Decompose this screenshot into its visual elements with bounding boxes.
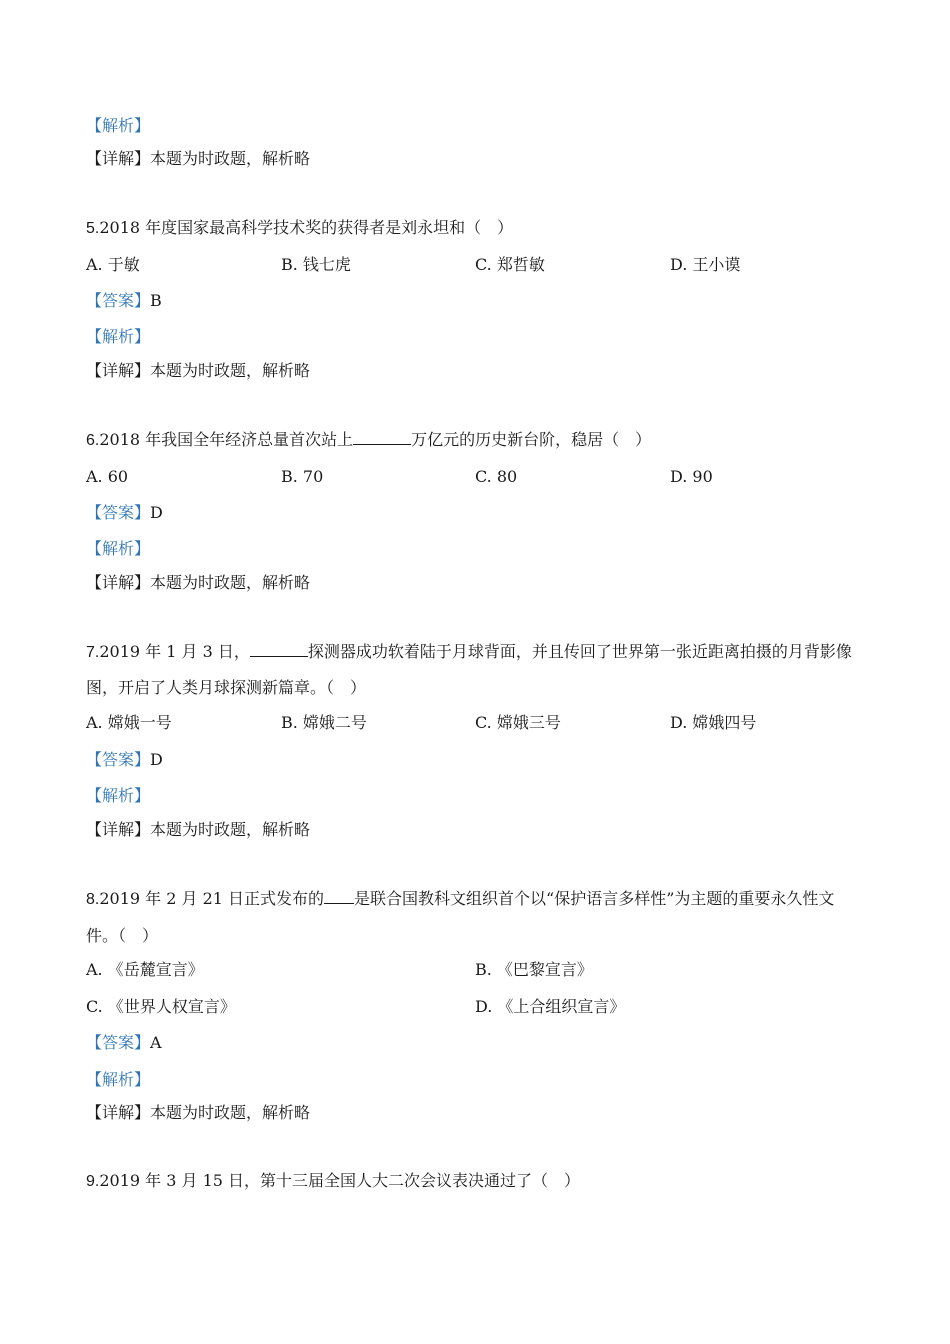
option-c: C. 《世界人权宣言》 bbox=[86, 997, 236, 1016]
question-number: 5. bbox=[86, 220, 100, 237]
answer-line bbox=[86, 290, 162, 312]
blank-line bbox=[250, 640, 308, 657]
question-text: 2018 年度国家最高科学技术奖的获得者是刘永坦和（ ） bbox=[99, 218, 514, 237]
question-number: 8. bbox=[86, 891, 100, 908]
analysis-label: 【解析】 bbox=[86, 327, 151, 346]
question-8-stem-line2: 件。（ ） bbox=[86, 926, 159, 945]
question-text: 2019 年 3 月 15 日，第十三届全国人大二次会议表决通过了（ ） bbox=[99, 1171, 581, 1190]
question-text: 2019 年 1 月 3 日， bbox=[99, 642, 250, 661]
option-a: A. 于敏 bbox=[86, 255, 140, 274]
detail-label: 【详解】 bbox=[86, 361, 151, 380]
answer-value: A bbox=[150, 1033, 162, 1052]
detail-line bbox=[86, 819, 310, 841]
answer-label: 【答案】 bbox=[86, 750, 151, 769]
answer-line bbox=[86, 502, 163, 524]
detail-line bbox=[86, 360, 310, 382]
blank-line bbox=[353, 428, 411, 445]
question-text: 2019 年 2 月 21 日正式发布的 bbox=[99, 889, 325, 908]
question-text: 探测器成功软着陆于月球背面，并且传回了世界第一张近距离拍摄的月背影像 bbox=[307, 642, 852, 661]
question-7-stem-line2: 图，开启了人类月球探测新篇章。（ ） bbox=[86, 678, 367, 697]
option-b: B. 嫦娥二号 bbox=[281, 713, 367, 732]
analysis-label: 【解析】 bbox=[86, 116, 151, 135]
detail-line bbox=[86, 572, 310, 594]
option-c: C. 80 bbox=[475, 467, 518, 486]
question-5-stem bbox=[86, 217, 513, 240]
option-a: A. 嫦娥一号 bbox=[86, 713, 172, 732]
option-d: D. 王小谟 bbox=[670, 255, 741, 274]
answer-line bbox=[86, 749, 163, 771]
option-c: C. 郑哲敏 bbox=[475, 255, 545, 274]
question-text: 2018 年我国全年经济总量首次站上 bbox=[99, 430, 354, 449]
question-7-stem bbox=[86, 640, 852, 664]
blank-line bbox=[324, 887, 354, 904]
option-b: B. 70 bbox=[281, 467, 324, 486]
question-number: 9. bbox=[86, 1173, 100, 1190]
option-c: C. 嫦娥三号 bbox=[475, 713, 561, 732]
answer-line bbox=[86, 1032, 162, 1054]
detail-label: 【详解】 bbox=[86, 149, 151, 168]
option-b: B. 《巴黎宣言》 bbox=[475, 960, 593, 979]
question-9-stem bbox=[86, 1170, 580, 1193]
analysis-label: 【解析】 bbox=[86, 786, 151, 805]
question-number: 6. bbox=[86, 432, 100, 449]
detail-text: 本题为时政题，解析略 bbox=[150, 361, 311, 380]
detail-text: 本题为时政题，解析略 bbox=[150, 1103, 311, 1122]
option-d: D. 《上合组织宣言》 bbox=[475, 997, 626, 1016]
detail-text: 本题为时政题，解析略 bbox=[150, 820, 311, 839]
question-8-stem bbox=[86, 887, 834, 911]
analysis-label: 【解析】 bbox=[86, 539, 151, 558]
detail-text: 本题为时政题，解析略 bbox=[150, 149, 311, 168]
answer-value: D bbox=[150, 503, 163, 522]
option-d: D. 90 bbox=[670, 467, 713, 486]
question-text: 是联合国教科文组织首个以“保护语言多样性”为主题的重要永久性文 bbox=[354, 889, 835, 908]
answer-label: 【答案】 bbox=[86, 1033, 151, 1052]
detail-label: 【详解】 bbox=[86, 820, 151, 839]
detail-label: 【详解】 bbox=[86, 573, 151, 592]
option-b: B. 钱七虎 bbox=[281, 255, 351, 274]
question-text: 万亿元的历史新台阶，稳居（ ） bbox=[411, 430, 652, 449]
option-a: A. 《岳麓宣言》 bbox=[86, 960, 204, 979]
answer-value: B bbox=[150, 291, 162, 310]
answer-label: 【答案】 bbox=[86, 503, 151, 522]
detail-label: 【详解】 bbox=[86, 1103, 151, 1122]
question-number: 7. bbox=[86, 644, 100, 661]
option-d: D. 嫦娥四号 bbox=[670, 713, 757, 732]
question-6-stem bbox=[86, 428, 651, 452]
option-a: A. 60 bbox=[86, 467, 129, 486]
answer-label: 【答案】 bbox=[86, 291, 151, 310]
answer-value: D bbox=[150, 750, 163, 769]
analysis-label: 【解析】 bbox=[86, 1070, 151, 1089]
detail-line bbox=[86, 1102, 310, 1124]
detail-text: 本题为时政题，解析略 bbox=[150, 573, 311, 592]
detail-line bbox=[86, 148, 310, 170]
